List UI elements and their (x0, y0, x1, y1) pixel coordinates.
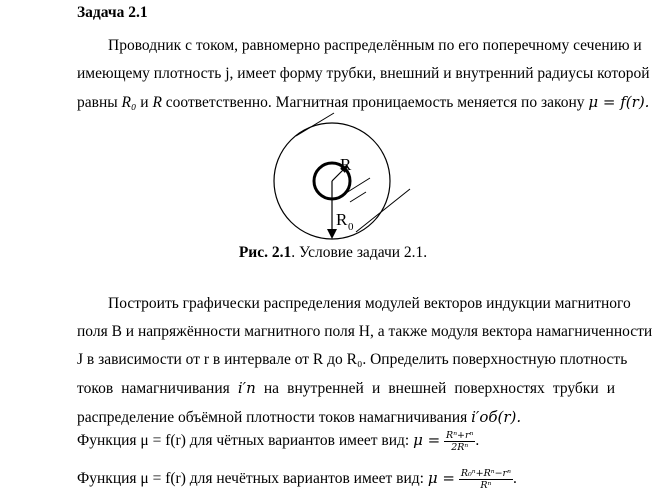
problem-statement (77, 32, 650, 117)
task-line-3: J в зависимости от r в интервале от R до R₀. Определить поверхностную плотность (77, 351, 628, 368)
function-even-text: Функция μ = f(r) для чётных вариантов имеет вид: (77, 432, 410, 450)
tube-figure (268, 112, 428, 240)
function-odd-tail: . (512, 470, 517, 488)
function-odd-fraction (459, 468, 513, 491)
function-odd (77, 468, 637, 491)
function-even-tail: . (475, 432, 480, 450)
statement-text: равны (77, 94, 118, 111)
task-text: токов намагничивания (77, 380, 230, 397)
function-odd-lhs: μ = (427, 469, 455, 488)
function-even-numerator: Rⁿ+rⁿ (446, 430, 474, 441)
statement-text: и (140, 94, 149, 111)
function-odd-text: Функция μ = f(r) для нечётных вариантов имеет вид: (77, 470, 424, 488)
statement-line-2: имеющему плотность j, имеет форму трубки, внешний и внутренний радиусы которой (77, 65, 650, 82)
function-even-denominator: 2Rⁿ (451, 442, 469, 453)
problem-heading: Задача 2.1 (77, 4, 148, 21)
inner-radius-symbol: R (152, 94, 162, 111)
label-r0: R (336, 210, 348, 229)
function-even (77, 430, 637, 453)
label-r0-subscript: 0 (348, 221, 354, 233)
radius-arrowhead-r0 (327, 229, 337, 239)
task-line-2: поля B и напряжённости магнитного поля H, а также модуля вектора намагниченности (77, 323, 653, 340)
function-odd-numerator: R₀ⁿ+Rⁿ−rⁿ (460, 468, 511, 479)
volume-current-symbol: i′об(r). (471, 408, 522, 426)
inner-edge-line-2 (350, 192, 366, 202)
function-odd-denominator: Rⁿ (480, 480, 492, 491)
tube-edge-line-top (296, 113, 334, 136)
tube-edge-line-bottom (356, 189, 410, 232)
surface-current-symbol: i′п (237, 379, 256, 397)
task-statement (77, 290, 653, 432)
task-line-5 (77, 403, 615, 432)
task-text: на внутренней и внешней поверхностях трубки и (263, 380, 616, 397)
task-line-1: Построить графически распределения модулей векторов индукции магнитного (108, 295, 631, 312)
outer-radius-symbol: R₀ (121, 94, 137, 111)
caption-number: Рис. 2.1 (238, 244, 292, 261)
permeability-formula: μ = f(r). (588, 93, 650, 111)
caption-text: . Условие задачи 2.1. (291, 244, 428, 261)
function-even-lhs: μ = (413, 431, 441, 450)
figure-caption (0, 244, 666, 262)
label-r: R (340, 155, 352, 174)
function-even-fraction (444, 430, 475, 453)
task-text: распределение объёмной плотности токов намагничивания (77, 409, 468, 426)
statement-text: соответственно. Магнитная проницаемость меняется по закону (165, 94, 585, 111)
task-line-4 (77, 374, 615, 403)
statement-line-1: Проводник с током, равномерно распределённым по его поперечному сечению и (108, 37, 642, 54)
